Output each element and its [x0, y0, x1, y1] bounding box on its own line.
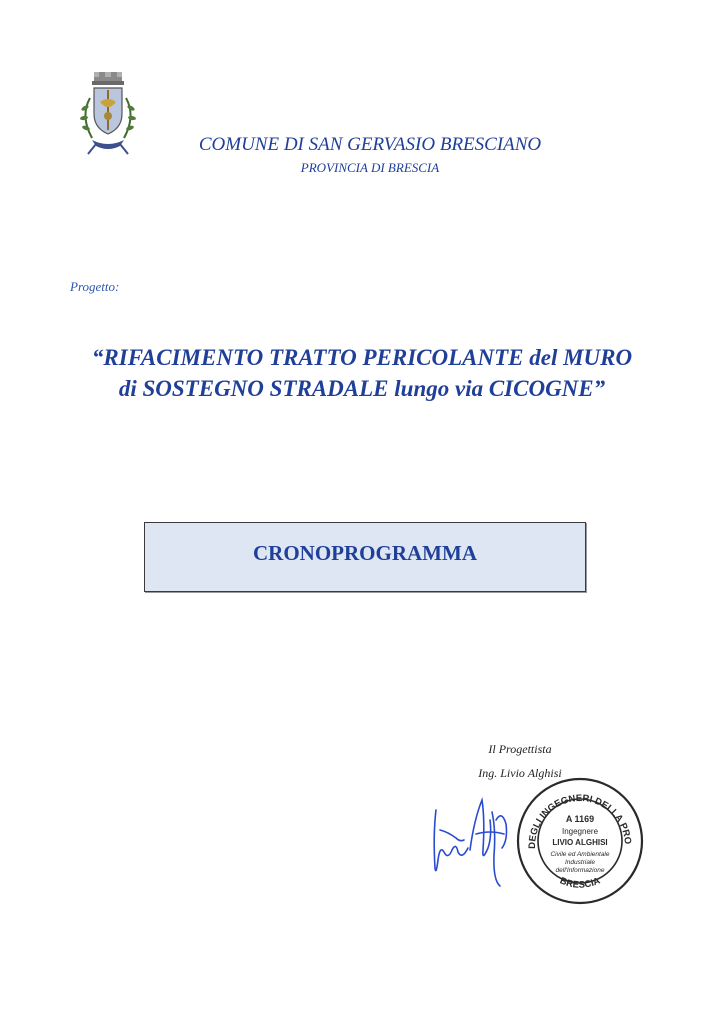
signatory-role: Il Progettista [488, 742, 552, 756]
project-title-line-2: di SOSTEGNO STRADALE lungo via CICOGNE” [118, 376, 606, 401]
svg-text:BRESCIA [558, 875, 602, 890]
stamp-title: Ingegnere [561, 827, 599, 836]
stamp-number: A 1169 [565, 814, 595, 824]
engineers-stamp-icon [515, 776, 645, 906]
document-type-label: CRONOPROGRAMMA [253, 541, 477, 565]
stamp-sector-1: Civile ed Ambientale [550, 851, 610, 858]
project-label: Progetto: [70, 279, 120, 294]
stamp-name: LIVIO ALGHISI [552, 838, 608, 847]
signatory-name: Ing. Livio Alghisi [478, 766, 562, 780]
project-title-line-1: “RIFACIMENTO TRATTO PERICOLANTE del MURO [91, 345, 633, 370]
stamp-sector-2: Industriale [565, 859, 595, 866]
province-name: PROVINCIA DI BRESCIA [300, 160, 440, 175]
municipality-name: COMUNE DI SAN GERVASIO BRESCIANO [198, 134, 542, 155]
document-type-box [144, 522, 586, 592]
stamp-sector-3: dell'Informazione [555, 867, 605, 874]
stamp-ring-text: DEGLI INGEGNERI DELLA PRO [526, 792, 634, 849]
stamp-bottom-text: BRESCIA [558, 875, 602, 891]
project-title [40, 342, 684, 404]
